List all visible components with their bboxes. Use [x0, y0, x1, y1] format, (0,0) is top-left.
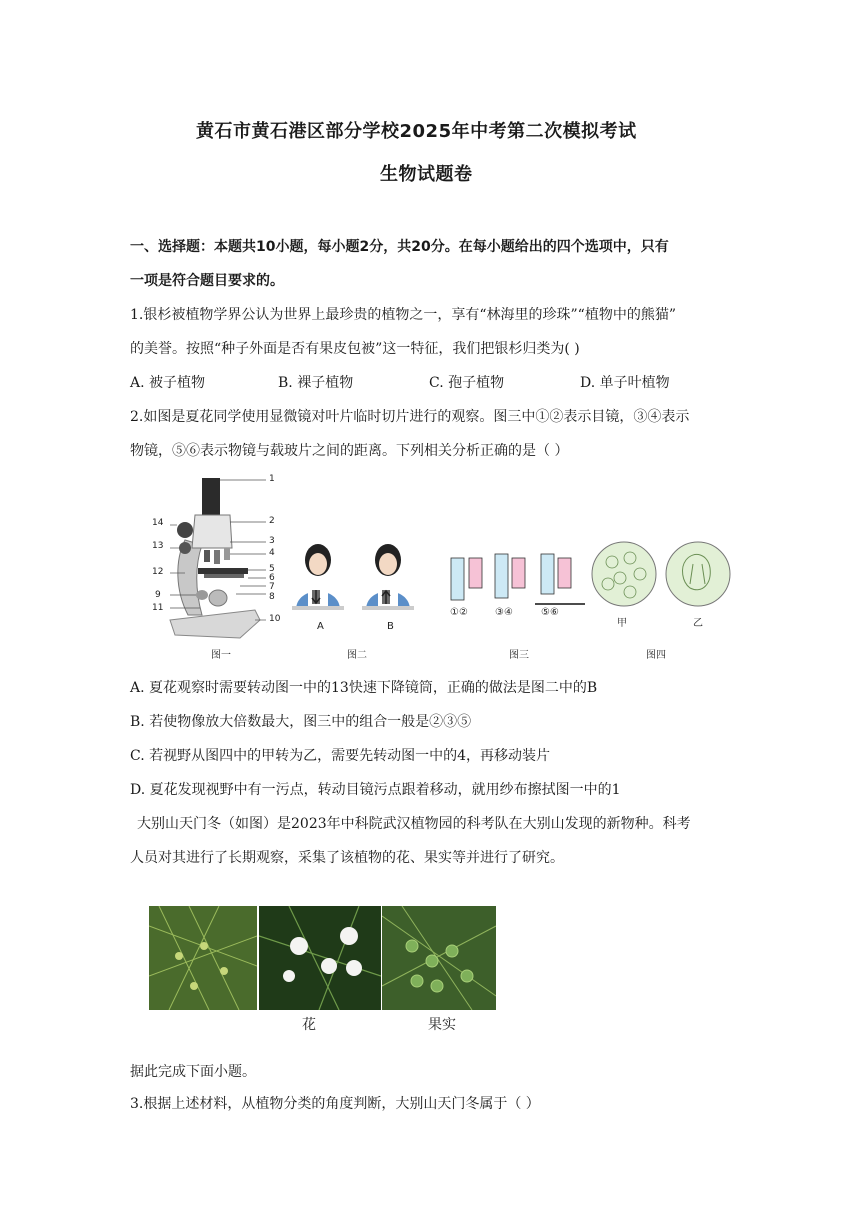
plant-photo-fruit: [382, 906, 496, 1010]
q1-line1: 1.银杉被植物学界公认为世界上最珍贵的植物之一，享有“林海里的珍珠”“植物中的熊猫”: [130, 307, 676, 323]
q1-option-c: C. 孢子植物: [429, 375, 505, 391]
view-label-yi: 乙: [693, 618, 703, 629]
q1-line2: 的美誉。按照“种子外面是否有果皮包被”这一特征，我们把银杉归类为( ): [130, 341, 580, 357]
figure3-caption: 图三: [509, 650, 529, 661]
microscope-num-12: 12: [152, 567, 164, 577]
q2-line1: 2.如图是夏花同学使用显微镜对叶片临时切片进行的观察。图三中①②表示目镜，③④表示: [130, 409, 690, 425]
q3-line1: 3.根据上述材料，从植物分类的角度判断，大别山天门冬属于（ ）: [130, 1096, 540, 1112]
microscope-num-14: 14: [152, 518, 164, 528]
q1-option-b: B. 裸子植物: [278, 375, 354, 391]
microscope-num-9: 9: [155, 590, 161, 600]
plant-photo-flower: [259, 906, 381, 1010]
person-label-a: A: [317, 621, 324, 632]
q2-option-b: B. 若使物像放大倍数最大，图三中的组合一般是②③⑤: [130, 714, 472, 730]
microscope-num-6: 6: [269, 573, 275, 583]
microscope-num-3: 3: [269, 536, 275, 546]
photo-label-flower: 花: [302, 1017, 316, 1033]
q2-option-a: A. 夏花观察时需要转动图一中的13快速下降镜筒，正确的做法是图二中的B: [130, 680, 598, 696]
section-heading-line2: 一项是符合题目要求的。: [130, 273, 284, 289]
exam-title: 黄石市黄石港区部分学校2025年中考第二次模拟考试: [196, 121, 637, 142]
q2-option-c: C. 若视野从图四中的甲转为乙，需要先转动图一中的4，再移动装片: [130, 748, 551, 764]
q2-option-d: D. 夏花发现视野中有一污点，转动目镜污点跟着移动，就用纱布擦拭图一中的1: [130, 782, 621, 798]
view-label-jia: 甲: [617, 618, 627, 629]
person-figure: [288, 540, 428, 635]
q1-option-a: A. 被子植物: [130, 375, 206, 391]
view-figure: [590, 540, 735, 610]
microscope-num-2: 2: [269, 516, 275, 526]
microscope-num-10: 10: [269, 614, 281, 624]
lens-label-56: ⑤⑥: [541, 607, 559, 618]
passage-line1: 大别山天门冬（如图）是2023年中科院武汉植物园的科考队在大别山发现的新物种。科考: [137, 816, 691, 832]
exam-subtitle: 生物试题卷: [380, 164, 473, 185]
microscope-num-8: 8: [269, 592, 275, 602]
microscope-num-4: 4: [269, 548, 275, 558]
figure2-caption: 图二: [347, 650, 367, 661]
microscope-num-1: 1: [269, 474, 275, 484]
microscope-figure: [140, 470, 290, 645]
microscope-num-11: 11: [152, 603, 164, 613]
figure4-caption: 图四: [646, 650, 666, 661]
lens-label-34: ③④: [495, 607, 513, 618]
figure1-caption: 图一: [211, 650, 231, 661]
section-heading-line1: 一、选择题：本题共10小题，每小题2分，共20分。在每小题给出的四个选项中，只有: [130, 239, 669, 255]
microscope-num-13: 13: [152, 541, 164, 551]
plant-photo-1: [149, 906, 257, 1010]
q1-option-d: D. 单子叶植物: [580, 375, 670, 391]
lens-figure: [445, 552, 595, 607]
lens-label-12: ①②: [450, 607, 468, 618]
photo-label-fruit: 果实: [428, 1017, 456, 1033]
microscope-num-7: 7: [269, 582, 275, 592]
person-label-b: B: [387, 621, 394, 632]
passage-line2: 人员对其进行了长期观察，采集了该植物的花、果实等并进行了研究。: [130, 850, 564, 866]
passage-after: 据此完成下面小题。: [130, 1064, 256, 1080]
microscope-num-5: 5: [269, 564, 275, 574]
q2-line2: 物镜，⑤⑥表示物镜与载玻片之间的距离。下列相关分析正确的是（ ）: [130, 443, 569, 459]
